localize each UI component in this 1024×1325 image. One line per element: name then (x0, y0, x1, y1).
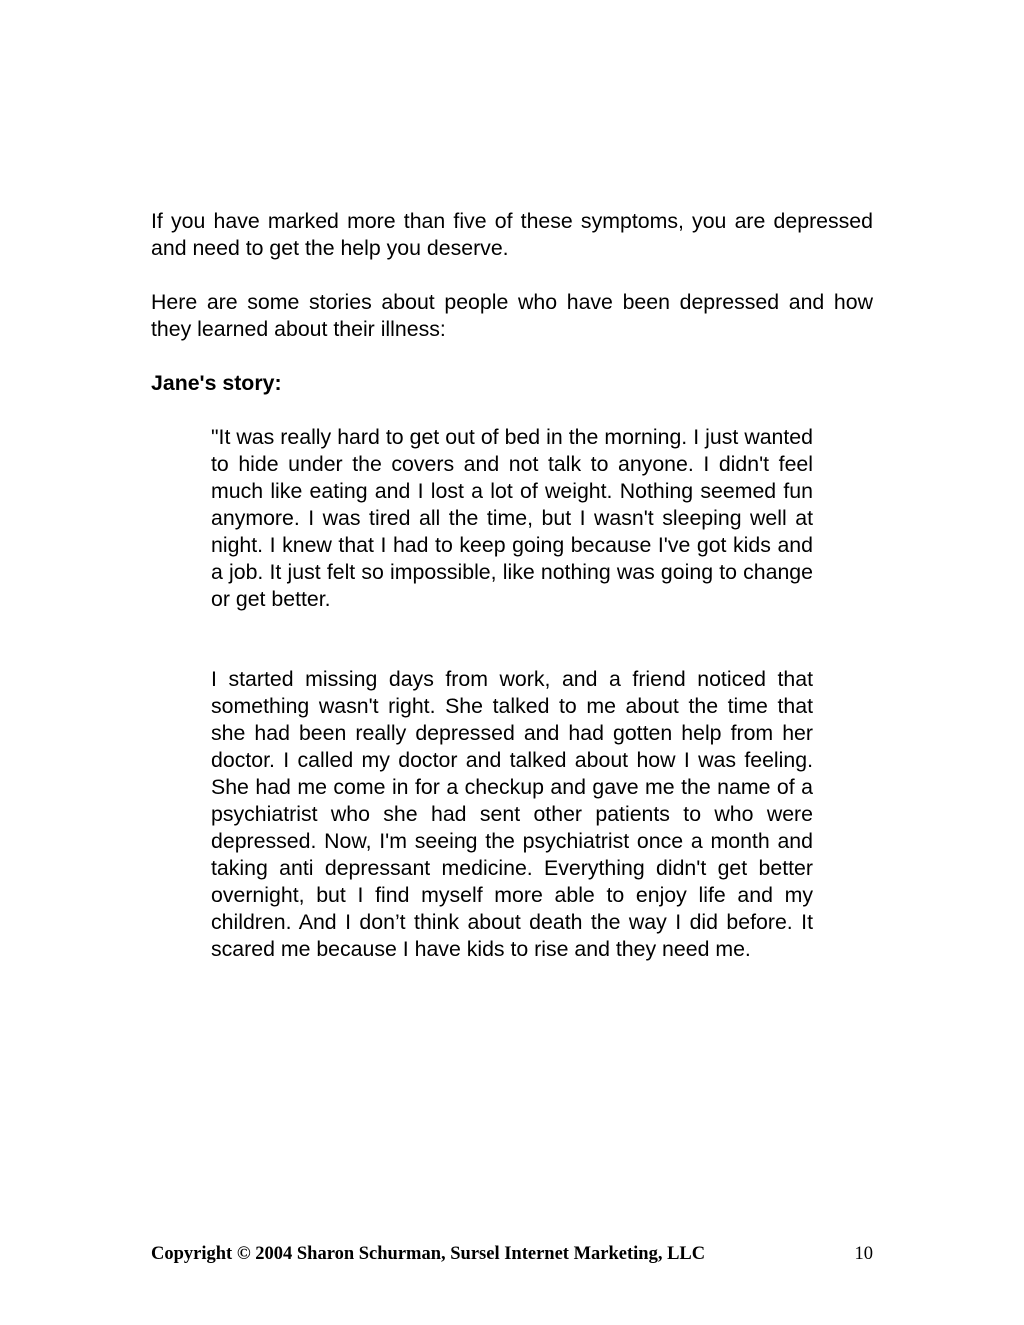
footer-copyright: Copyright © 2004 Sharon Schurman, Sursel Internet Marketing, LLC (151, 1244, 706, 1264)
page-number: 10 (854, 1244, 873, 1264)
story-quote-paragraph-1: "It was really hard to get out of bed in the morning. I just wanted to hide under the covers and not talk to anyone. I didn't feel much like eating and I lost a lot of weight. Nothing seemed fun anymore. I was tired all the time, but I wasn't sleeping well at night. I knew that I had to keep going because I've got kids and a job. It just felt so impossible, like nothing was going to change or get better. (211, 425, 813, 611)
intro-paragraph-stories: Here are some stories about people who have been depressed and how they learned about their illness: (151, 290, 873, 341)
story-heading: Jane's story: (151, 371, 282, 395)
intro-paragraph-symptoms: If you have marked more than five of these symptoms, you are depressed and need to get the help you deserve. (151, 209, 873, 260)
story-quote-paragraph-2: I started missing days from work, and a friend noticed that something wasn't right. She talked to me about the time that she had been really depressed and had gotten help from her doctor. I called my doctor and talked about how I was feeling. She had me come in for a checkup and gave me the name of a psychiatrist who she had sent other patients to who were depressed. Now, I'm seeing the psychiatrist once a month and taking anti depressant medicine. Everything didn't get better overnight, but I find myself more able to enjoy life and my children. And I don’t think about death the way I did before. It scared me because I have kids to rise and they need me. (211, 667, 813, 961)
